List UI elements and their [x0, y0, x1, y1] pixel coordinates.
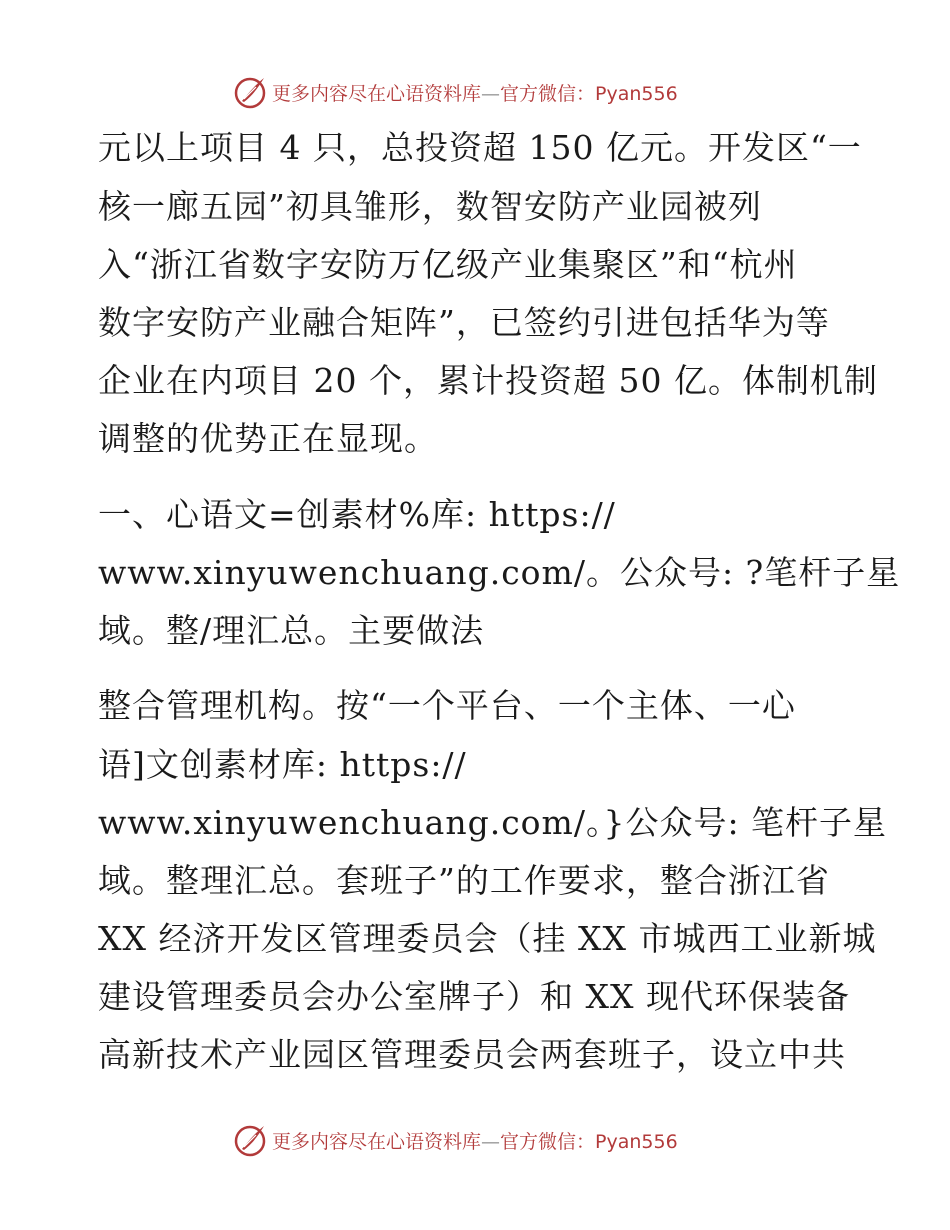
footer-watermark-banner [232, 1120, 678, 1160]
feather-quill-circle-icon [232, 74, 268, 110]
body-line: 元以上项目 4 只，总投资超 150 亿元。开发区“一 [98, 128, 862, 167]
banner-separator: — [481, 1130, 501, 1153]
banner-text [272, 79, 678, 106]
banner-site-text: 更多内容尽在心语资料库 [272, 1130, 482, 1153]
body-line: 域。整/理汇总。主要做法 [98, 611, 485, 650]
banner-separator: — [481, 82, 501, 105]
banner-site-text: 更多内容尽在心语资料库 [272, 82, 482, 105]
body-line: 数字安防产业融合矩阵”，已签约引进包括华为等 [98, 303, 830, 342]
header-watermark-banner [232, 72, 678, 112]
body-line: 入“浙江省数字安防万亿级产业集聚区”和“杭州 [98, 245, 798, 284]
body-line: 核一廊五园”初具雏形，数智安防产业园被列 [98, 187, 762, 226]
feather-quill-circle-icon [232, 1122, 268, 1158]
banner-wechat-id: Pyan556 [595, 1130, 678, 1153]
body-line: 整合管理机构。按“一个平台、一个主体、一心 [98, 686, 796, 725]
body-line: 调整的优势正在显现。 [98, 419, 438, 458]
banner-wechat-id: Pyan556 [595, 82, 678, 105]
body-line: 语]文创素材库: https:// [98, 745, 467, 784]
banner-wechat-label: 官方微信： [500, 1130, 596, 1153]
body-line: 企业在内项目 20 个，累计投资超 50 亿。体制机制 [98, 361, 878, 400]
banner-text [272, 1127, 678, 1154]
banner-wechat-label: 官方微信： [500, 82, 596, 105]
body-line: www.xinyuwenchuang.com/。}公众号: 笔杆子星 [98, 803, 888, 842]
section-heading: 一、心语文=创素材%库: https:// [98, 495, 616, 534]
body-line: XX 经济开发区管理委员会（挂 XX 市城西工业新城 [98, 919, 877, 958]
body-line: 建设管理委员会办公室牌子）和 XX 现代环保装备 [98, 977, 850, 1016]
body-line: 高新技术产业园区管理委员会两套班子，设立中共 [98, 1035, 846, 1074]
body-line: 域。整理汇总。套班子”的工作要求，整合浙江省 [98, 861, 830, 900]
body-line: www.xinyuwenchuang.com/。公众号: ?笔杆子星 [98, 553, 901, 592]
